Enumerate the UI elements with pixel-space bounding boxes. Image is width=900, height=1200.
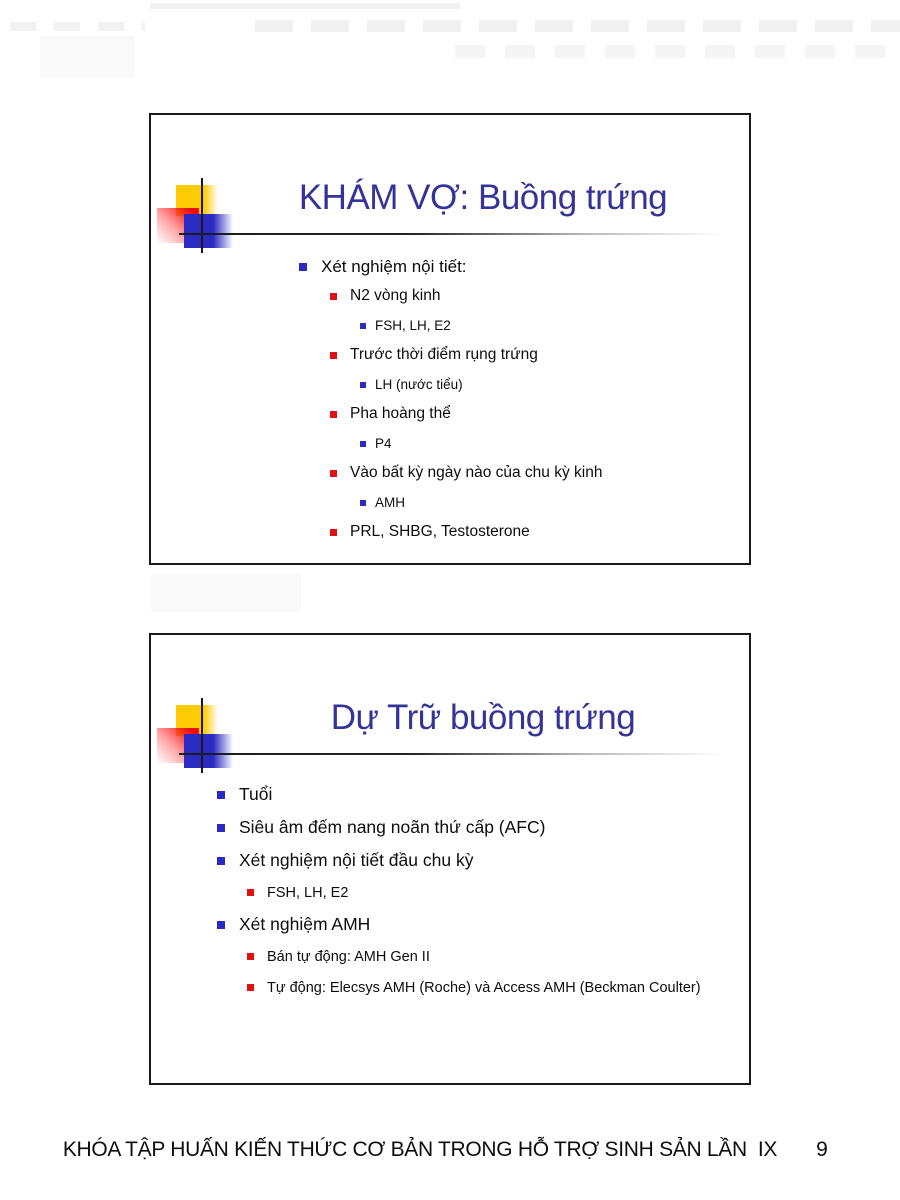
bullet-text: AMH xyxy=(375,495,405,511)
bullet-item xyxy=(247,877,739,908)
slide-2 xyxy=(149,633,751,1085)
red-square-bullet-icon xyxy=(247,889,254,896)
bullet-item xyxy=(330,341,739,371)
footer-page-number: 9 xyxy=(816,1138,828,1161)
bullet-item xyxy=(360,311,739,341)
logo-vertical-line xyxy=(201,178,203,253)
blue-square-bullet-icon xyxy=(360,323,366,329)
title-underline xyxy=(179,233,741,235)
bullet-item xyxy=(247,972,739,1003)
bullet-item xyxy=(360,488,739,518)
bullet-text: Xét nghiệm AMH xyxy=(239,914,371,934)
bullet-text: Siêu âm đếm nang noãn thứ cấp (AFC) xyxy=(239,817,546,837)
scan-artifact xyxy=(150,3,460,9)
bullet-text: Pha hoàng thể xyxy=(350,405,451,423)
blue-square-bullet-icon xyxy=(360,441,366,447)
slide-1-bullet-list xyxy=(299,252,739,547)
bullet-item xyxy=(217,908,739,941)
logo-blue-square-icon xyxy=(184,734,233,768)
bullet-text: Xét nghiệm nội tiết: xyxy=(321,256,467,276)
bullet-item xyxy=(330,518,739,548)
scan-artifact xyxy=(455,45,900,58)
blue-square-bullet-icon xyxy=(217,824,225,832)
bullet-item xyxy=(217,811,739,844)
bullet-text: Bán tự động: AMH Gen II xyxy=(267,948,430,965)
bullet-text: FSH, LH, E2 xyxy=(267,884,349,901)
blue-square-bullet-icon xyxy=(217,857,225,865)
logo-blue-square-icon xyxy=(184,214,233,248)
bullet-item xyxy=(217,844,739,877)
bullet-item xyxy=(330,282,739,312)
bullet-text: P4 xyxy=(375,436,392,452)
red-square-bullet-icon xyxy=(247,984,254,991)
red-square-bullet-icon xyxy=(330,529,337,536)
bullet-text: Tuổi xyxy=(239,784,273,804)
slide-2-title: Dự Trữ buồng trứng xyxy=(330,698,636,737)
slide-1-title: KHÁM VỢ: Buồng trứng xyxy=(298,178,668,217)
scan-artifact xyxy=(10,22,145,31)
red-square-bullet-icon xyxy=(330,352,337,359)
bullet-item xyxy=(217,778,739,811)
bullet-item xyxy=(247,941,739,972)
bullet-text: Tự động: Elecsys AMH (Roche) và Access AMH (Beckman Coulter) xyxy=(267,979,701,996)
bullet-text: Xét nghiệm nội tiết đầu chu kỳ xyxy=(239,850,474,870)
bullet-item xyxy=(360,370,739,400)
bullet-text: Vào bất kỳ ngày nào của chu kỳ kinh xyxy=(350,464,603,482)
bullet-item xyxy=(299,252,739,282)
bullet-text: PRL, SHBG, Testosterone xyxy=(350,523,530,541)
blue-square-bullet-icon xyxy=(360,500,366,506)
title-underline xyxy=(179,753,741,755)
scan-artifact xyxy=(255,20,900,32)
footer-course-title: KHÓA TẬP HUẤN KIẾN THỨC CƠ BẢN TRONG HỖ TRỢ SINH SẢN LẦN IX xyxy=(62,1138,778,1161)
scan-artifact xyxy=(151,574,301,612)
bullet-text: N2 vòng kinh xyxy=(350,287,441,305)
slide-2-bullet-list xyxy=(217,778,739,1003)
blue-square-bullet-icon xyxy=(299,263,307,271)
bullet-item xyxy=(330,400,739,430)
blue-square-bullet-icon xyxy=(360,382,366,388)
bullet-item xyxy=(330,459,739,489)
red-square-bullet-icon xyxy=(330,470,337,477)
scan-artifact xyxy=(40,36,135,78)
bullet-text: LH (nước tiểu) xyxy=(375,377,463,393)
red-square-bullet-icon xyxy=(247,953,254,960)
red-square-bullet-icon xyxy=(330,293,337,300)
red-square-bullet-icon xyxy=(330,411,337,418)
bullet-text: Trước thời điểm rụng trứng xyxy=(350,346,538,364)
slide-1 xyxy=(149,113,751,565)
logo-vertical-line xyxy=(201,698,203,773)
blue-square-bullet-icon xyxy=(217,921,225,929)
bullet-item xyxy=(360,429,739,459)
bullet-text: FSH, LH, E2 xyxy=(375,318,451,334)
blue-square-bullet-icon xyxy=(217,791,225,799)
